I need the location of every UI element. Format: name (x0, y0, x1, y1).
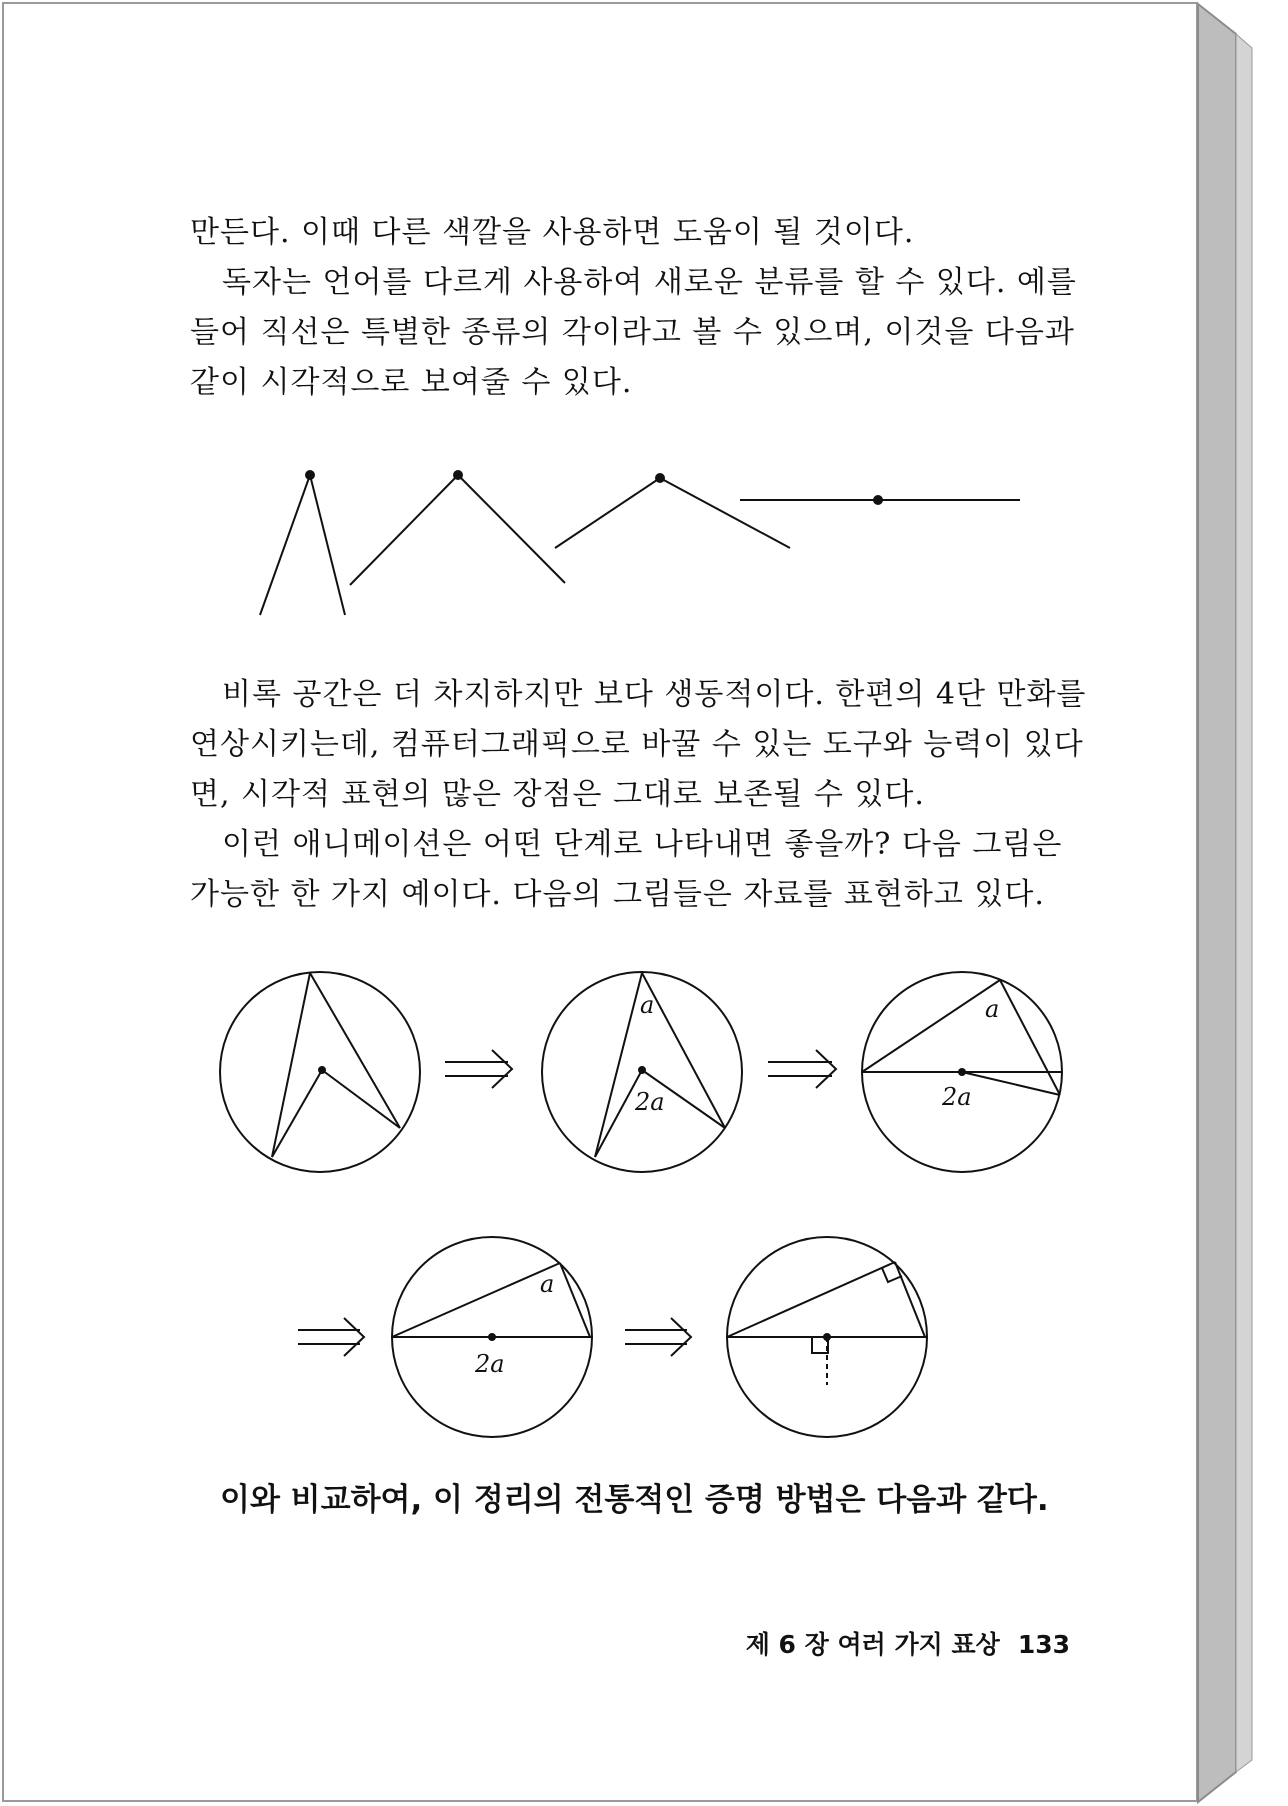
paragraph-line: 독자는 언어를 다르게 사용하여 새로운 분류를 할 수 있다. 예를 (222, 265, 1077, 300)
label-angle: a (640, 991, 655, 1019)
arrow-4 (625, 1318, 691, 1356)
paragraph-line: 들어 직선은 특별한 종류의 각이라고 볼 수 있으며, 이것을 다음과 (190, 315, 1075, 350)
angle3-vertex (655, 473, 665, 483)
angle3-ray-right (660, 478, 790, 548)
paragraph-line: 연상시키는데, 컴퓨터그래픽으로 바꿀 수 있는 도구와 능력이 있다 (190, 727, 1084, 762)
paragraph-line: 비록 공간은 더 차지하지만 보다 생동적이다. 한편의 4단 만화를 (222, 677, 1087, 712)
arrow-1 (445, 1050, 512, 1088)
page-footer (740, 1625, 1070, 1665)
inscribed-angle-animation (190, 960, 1090, 1450)
angle1-ray-right (310, 475, 345, 615)
angle1-ray-left (260, 475, 310, 615)
label-double-angle: 2a (635, 1088, 665, 1116)
label-angle: a (540, 1270, 555, 1298)
page-number: 133 (1017, 1630, 1070, 1659)
angle-sequence-figure (240, 450, 1040, 630)
angle3-ray-left (555, 478, 660, 548)
figure-caption: 이와 비교하여, 이 정리의 전통적인 증명 방법은 다음과 같다. (220, 1482, 1049, 1518)
angle2-vertex (453, 470, 463, 480)
label-double-angle: 2a (475, 1350, 505, 1378)
paragraph-line: 이런 애니메이션은 어떤 단계로 나타내면 좋을까? 다음 그림은 (222, 827, 1063, 862)
angle3-ray-right-pre (458, 475, 565, 583)
paragraph-line: 가능한 한 가지 예이다. 다음의 그림들은 자료를 표현하고 있다. (190, 877, 1045, 912)
label-angle: a (985, 995, 1000, 1023)
arrow-2 (768, 1050, 836, 1088)
paragraph-line: 만든다. 이때 다른 색깔을 사용하면 도움이 될 것이다. (190, 215, 915, 250)
paragraph-line: 면, 시각적 표현의 많은 장점은 그대로 보존될 수 있다. (190, 777, 925, 812)
chapter-title: 제 6 장 여러 가지 표상 (745, 1630, 1000, 1659)
straight-angle-vertex (873, 495, 883, 505)
angle1-vertex (305, 470, 315, 480)
paragraph-line: 같이 시각적으로 보여줄 수 있다. (190, 365, 633, 400)
label-double-angle: 2a (942, 1083, 972, 1111)
angle2-ray-left (350, 475, 458, 585)
arrow-3 (298, 1318, 364, 1356)
